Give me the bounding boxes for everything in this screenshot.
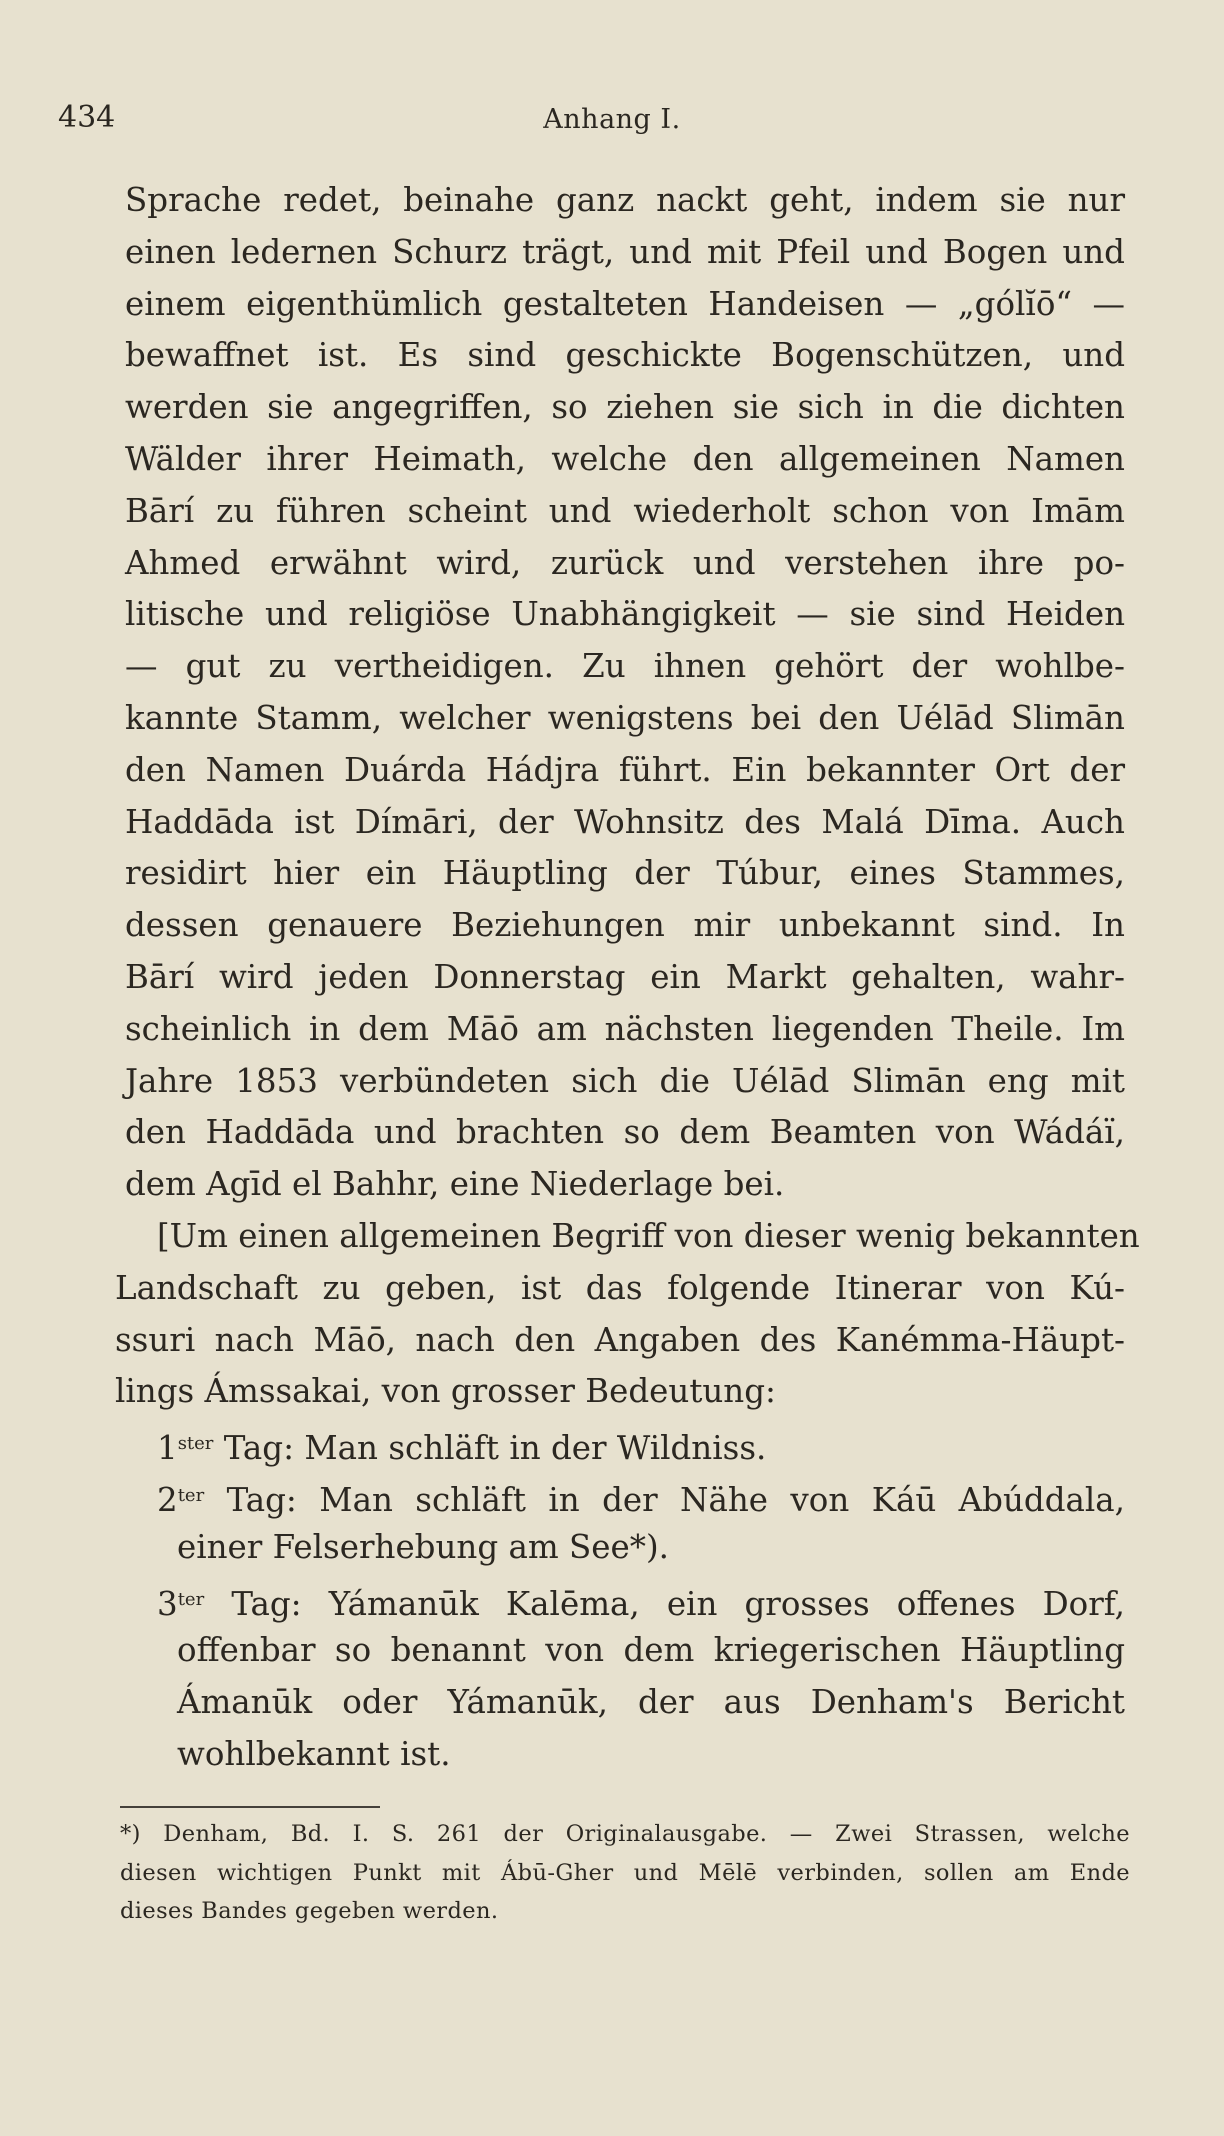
text-line: einen ledernen Schurz trägt, und mit Pfeil und Bogen und [125,232,1125,271]
text-line: Jahre 1853 verbündeten sich die Uélād Slimān eng mit [125,1061,1125,1100]
text-line: Ahmed erwähnt wird, zurück und verstehen ihre po- [125,543,1125,582]
footnotes [120,1815,1130,1931]
itinerary-day-1 [125,1418,1125,1470]
text-line: einem eigenthümlich gestalteten Handeisen — „gólĭō“ — [125,284,1125,323]
day-label: Tag: [223,1429,295,1468]
day-number: $3^{ter}$ [157,1584,205,1623]
itinerary-continuation: wohlbekannt ist. [177,1734,451,1773]
footnote-line: diesen wichtigen Punkt mit Ábū-Gher und Mēlē verbinden, sollen am Ende [120,1859,1130,1886]
text-line: dem Agīd el Bahhr, eine Niederlage bei. [125,1165,785,1204]
text-line: — gut zu vertheidigen. Zu ihnen gehört der wohlbe- [125,647,1125,686]
text-line: kannte Stamm, welcher wenigstens bei den Uélād Slimān [125,698,1125,737]
itinerary-continuation: einer Felserhebung am See*). [177,1527,669,1566]
day-label: Tag: [231,1584,302,1623]
footnote-line: dieses Bandes gegeben werden. [120,1898,499,1924]
running-head: Anhang I. [543,104,681,135]
text-line: Wälder ihrer Heimath, welche den allgemeinen Namen [125,439,1125,478]
itinerary-day-2 [125,1470,1125,1522]
text-line: residirt hier ein Häuptling der Túbur, eines Stammes, [125,854,1125,893]
itinerary-continuation: offenbar so benannt von dem kriegerischen Häuptling [177,1631,1125,1670]
text-line: dessen genauere Beziehungen mir unbekannt sind. In [125,906,1125,945]
text-line: ssuri nach Māō, nach den Angaben des Kanémma-Häupt- [115,1320,1125,1359]
text-line: den Haddāda und brachten so dem Beamten von Wádáï, [125,1113,1125,1152]
day-text: Man schläft in der Nähe von Káū Abúddala, [319,1480,1125,1519]
text-line: litische und religiöse Unabhängigkeit — sie sind Heiden [125,595,1125,634]
text-line: lings Ámssakai, von grosser Bedeutung: [115,1372,776,1411]
body-text [115,175,1140,1781]
text-line: [Um einen allgemeinen Begriff von dieser wenig bekannten [157,1216,1140,1255]
day-label: Tag: [226,1480,297,1519]
itinerary-day-3 [125,1574,1125,1626]
text-line: Haddāda ist Dímāri, der Wohnsitz des Malá Dīma. Auch [125,802,1125,841]
text-line: den Namen Duárda Hádjra führt. Ein bekannter Ort der [125,750,1125,789]
itinerary-continuation: Ámanūk oder Yámanūk, der aus Denham's Bericht [177,1683,1125,1722]
text-line: bewaffnet ist. Es sind geschickte Bogenschützen, und [125,336,1125,375]
text-line: Bārí wird jeden Donnerstag ein Markt gehalten, wahr- [125,957,1125,996]
day-number: $1^{ster}$ [157,1429,214,1468]
page-number: 434 [58,100,116,135]
text-line: Bārí zu führen scheint und wiederholt schon von Imām [125,491,1125,530]
text-line: Landschaft zu geben, ist das folgende Itinerar von Kú- [115,1268,1125,1307]
text-line: scheinlich in dem Māō am nächsten liegenden Theile. Im [125,1009,1125,1048]
day-text: Man schläft in der Wildniss. [304,1429,767,1468]
text-line: werden sie angegriffen, so ziehen sie sich in die dichten [125,388,1125,427]
page-header [0,100,1224,140]
footnote-divider [120,1806,380,1808]
day-text: Yámanūk Kalēma, ein grosses offenes Dorf, [328,1584,1125,1623]
day-number: $2^{ter}$ [157,1480,205,1519]
text-line: Sprache redet, beinahe ganz nackt geht, indem sie nur [125,181,1125,219]
footnote-line: *) Denham, Bd. I. S. 261 der Originalausgabe. — Zwei Strassen, welche [120,1821,1130,1847]
